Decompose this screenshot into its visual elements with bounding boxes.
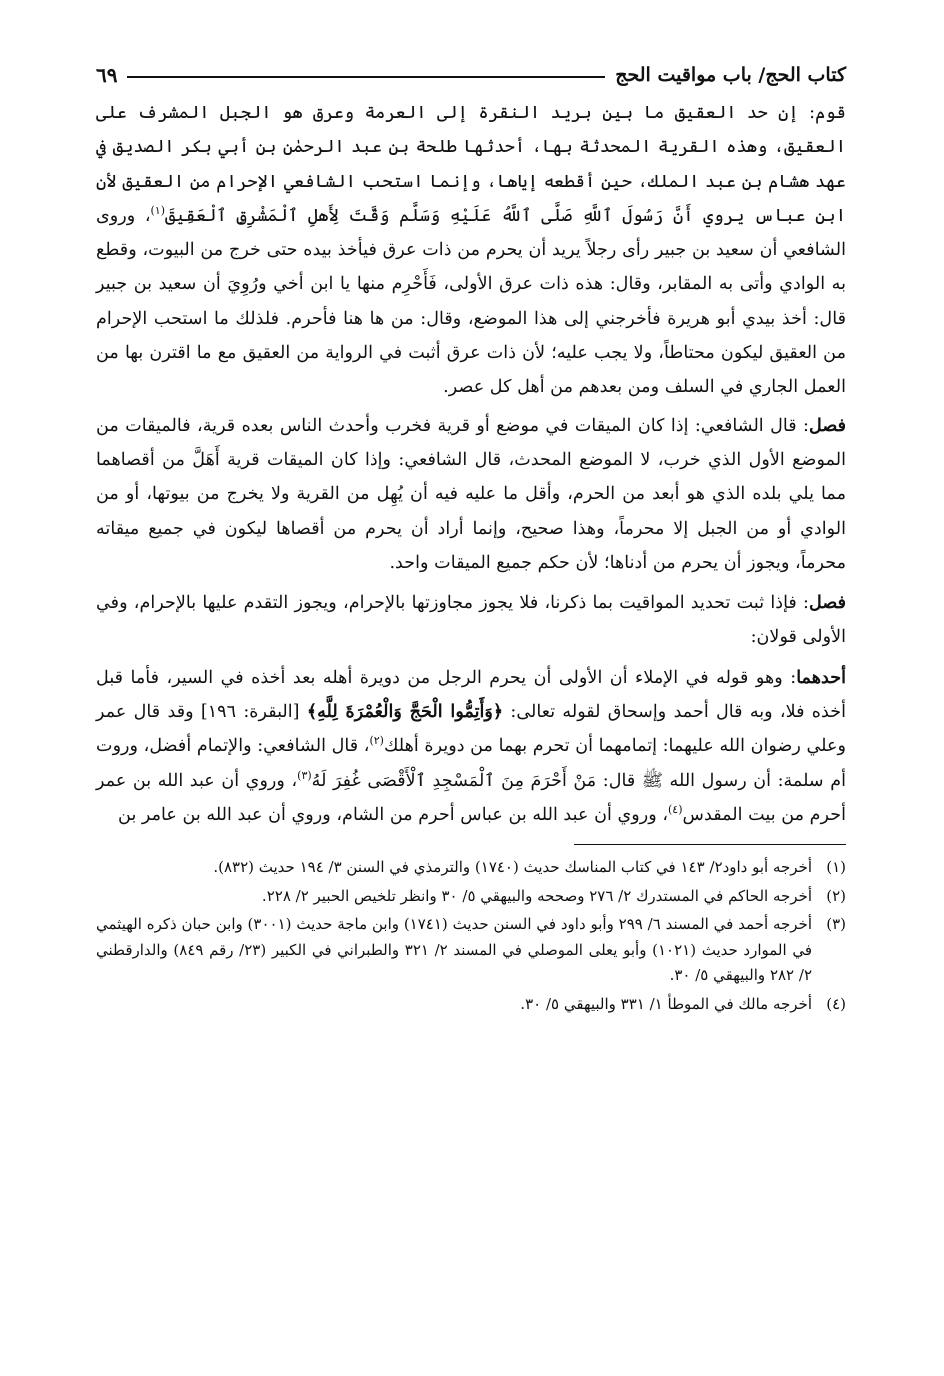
text-run: قوم: إن حد العقيق ما بين بريد النقرة إلى العرمة وعرق هو الجبل المشرف على العقيق، وهذه القرية المحدثة بها، أحدثها طلحة بن عبد الرحمٰن بن أبي بكر الصديق في عهد هشام بن عبد الملك، حين أقطعه إياها، وإنما استحب الشافعي الإحرام من العقيق لأن ابن عباس يروي xyxy=(96,103,846,226)
page-number: ٦٩ xyxy=(96,63,118,87)
section-lead: أحدهما xyxy=(796,666,846,688)
footnote xyxy=(96,884,846,910)
footnote-text: أخرجه أبو داود٢/ ١٤٣ في كتاب المناسك حديث (١٧٤٠) والترمذي في السنن ٣/ ١٩٤ حديث (٨٣٢). xyxy=(213,858,812,877)
paragraph-3 xyxy=(96,586,846,655)
footnote-ref-4: (٤) xyxy=(668,803,683,817)
footnote-text: أخرجه مالك في الموطأ ١/ ٣٣١ والبيهقي ٥/ ٣٠. xyxy=(520,994,812,1013)
hadith-quote: أَنَّ رَسُولَ ٱللَّهِ صَلَّى ٱللَّهُ عَلَيْهِ وَسَلَّم وَقَّتَ لِأَهلِ ٱلْمَشْرِقِ ٱلْعَقِيقَ xyxy=(165,205,694,226)
text-run: ، وروى الشافعي أن سعيد بن جبير رأى رجلاً يريد أن يحرم من ذات عرق فيأخذ بيده حتى خرج من البيوت، وقطع به الوادي وأتى به المقابر، وقال: هذه ذات عرق الأولى، فَأَحْرِم منها يا ابن أخي ورُوِيَ أن سعيد بن جبير قال: أخذ بيدي أبو هريرة فأخرجني إلى هذا الموضع، وقال: من ها هنا فأحرم. فلذلك ما استحب الإحرام من العقيق ليكون محتاطاً، ولا يجب عليه؛ لأن ذات عرق أثبت في الرواية من العقيق مع ما اقترن بها من العمل الجاري في السلف ومن بعدهم من أهل كل عصر. xyxy=(96,205,846,398)
footnote xyxy=(96,912,846,989)
text-run: [البقرة: ١٩٦] وقد قال عمر وعلي رضوان الله عليهما: إتمامهما أن تحرم بهما من دويرة أهلك xyxy=(96,702,846,757)
footnote xyxy=(96,992,846,1018)
footnote-text: أخرجه أحمد في المسند ٦/ ٢٩٩ وأبو داود في السنن حديث (١٧٤١) وابن ماجة حديث (٣٠٠١) وابن حبان ذكره الهيثمي في الموارد حديث (١٠٢١) وأبو يعلى الموصلي في المسند ٢/ ٣٢١ والطبراني في الكبير (٢٣/ رقم ٨٤٩) والدارقطني ٢/ ٢٨٢ والبيهقي ٥/ ٣٠. xyxy=(96,915,812,985)
chapter-title: كتاب الحج/ باب مواقيت الحج xyxy=(615,64,846,86)
paragraph-2 xyxy=(96,409,846,580)
footnote xyxy=(96,855,846,881)
footnote-number: (١) xyxy=(826,858,846,877)
section-lead: فصل xyxy=(809,414,846,436)
footnote-number: (٣) xyxy=(826,915,846,934)
footnote-ref-1: (١) xyxy=(150,204,166,218)
text-run: ، قال الشافعي: والإتمام أفضل، وروت أم سلمة: أن رسول الله ﷺ قال: xyxy=(96,736,846,791)
hadith-quote: مَنْ أَحْرَمَ مِنَ ٱلْمَسْجِدِ ٱلْأَقْصَى غُفِرَ لَهُ xyxy=(311,770,597,791)
footnote-ref-2: (٢) xyxy=(369,734,384,748)
text-run: : وهو قوله في الإملاء أن الأولى أن يحرم الرجل من دويرة أهله بعد أخذه في السير، فأما قبل أخذه فلا، وبه قال أحمد وإسحاق لقوله تعالى: xyxy=(96,667,846,723)
footnote-separator xyxy=(574,844,846,845)
paragraph-4 xyxy=(96,661,846,832)
footnote-text: أخرجه الحاكم في المستدرك ٢/ ٢٧٦ وصححه والبيهقي ٥/ ٣٠ وانظر تلخيص الحبير ٢/ ٢٢٨. xyxy=(261,886,812,905)
footnote-ref-3: (٣) xyxy=(297,768,312,782)
text-run: ، وروي أن عبد الله بن عمر أحرم من بيت المقدس xyxy=(96,770,846,825)
paragraph-1 xyxy=(96,96,846,405)
text-run: ، وروي أن عبد الله بن عباس أحرم من الشام، وروي أن عبد الله بن عامر بن xyxy=(118,804,668,825)
header-rule xyxy=(127,76,605,78)
main-text xyxy=(96,96,846,832)
running-header xyxy=(96,58,846,92)
text-run: : قال الشافعي: إذا كان الميقات في موضع أو قرية فخرب وأحدث الناس بعده قرية، فالميقات من الموضع الأول الذي خرب، لا الموضع المحدث، قال الشافعي: وإذا كان الميقات قرية أَهَلَّ من أقصاهما مما يلي بلده الذي هو أبعد من الحرم، وأقل ما عليه فيه أن يُهِل من القرية ولا يخرج من بيوتها، أو من الوادي أو من الجبل إلا محرماً، وهذا صحيح، وإنما أراد أن يحرم من أقصاها ليكون في جميع ميقاته محرماً، ويجوز أن يحرم من أدناها؛ لأن حكم جميع الميقات واحد. xyxy=(96,415,846,573)
book-page xyxy=(96,58,846,1336)
footnote-number: (٢) xyxy=(826,886,846,905)
section-lead: فصل xyxy=(809,592,846,614)
quran-verse: ﴿وَأَتِمُّوا الْحَجَّ وَالْعُمْرَةَ لِلَّهِ﴾ xyxy=(306,701,504,723)
footnotes xyxy=(96,855,846,1017)
text-run: : فإذا ثبت تحديد المواقيت بما ذكرنا، فلا يجوز مجاوزتها بالإحرام، ويجوز التقدم عليها بالإحرام، وفي الأولى قولان: xyxy=(96,593,846,648)
footnote-number: (٤) xyxy=(826,994,846,1013)
